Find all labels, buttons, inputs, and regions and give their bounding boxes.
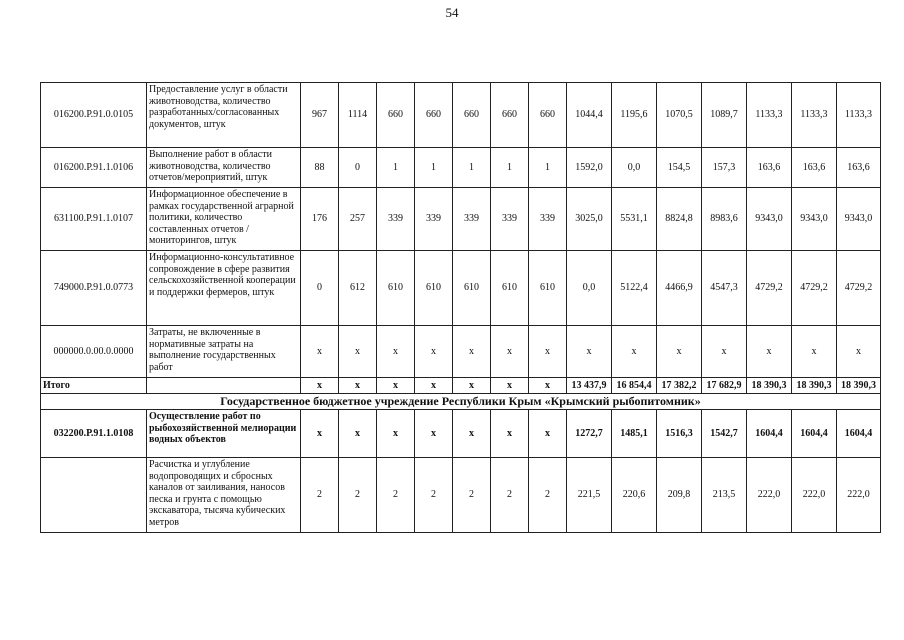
- cell: 0,0: [612, 148, 657, 188]
- cell: 4547,3: [702, 251, 747, 326]
- cell: 1070,5: [657, 83, 702, 148]
- cell: 1: [491, 148, 529, 188]
- cell: x: [491, 410, 529, 458]
- cell: x: [339, 326, 377, 378]
- cell: 0,0: [567, 251, 612, 326]
- cell: 5531,1: [612, 188, 657, 251]
- cell: 1485,1: [612, 410, 657, 458]
- cell: 220,6: [612, 458, 657, 533]
- cell: 1604,4: [837, 410, 881, 458]
- cell: x: [529, 410, 567, 458]
- cell: 163,6: [747, 148, 792, 188]
- cell: 2: [377, 458, 415, 533]
- page-number: 54: [445, 5, 459, 20]
- cell: [147, 378, 301, 394]
- table-row: [41, 251, 881, 326]
- table-row: [41, 326, 881, 378]
- cell: 1044,4: [567, 83, 612, 148]
- cell: x: [702, 326, 747, 378]
- cell: 1: [377, 148, 415, 188]
- cell: x: [377, 378, 415, 394]
- cell: 3025,0: [567, 188, 612, 251]
- cell: 221,5: [567, 458, 612, 533]
- cell: 1195,6: [612, 83, 657, 148]
- row-code: 000000.0.00.0.0000: [41, 326, 147, 378]
- section-row: [41, 394, 881, 410]
- cell: x: [453, 410, 491, 458]
- table-row: [41, 410, 881, 458]
- cell: x: [453, 326, 491, 378]
- cell: x: [415, 410, 453, 458]
- cell: 1: [415, 148, 453, 188]
- cell: 2: [529, 458, 567, 533]
- cell: 1604,4: [747, 410, 792, 458]
- cell: 5122,4: [612, 251, 657, 326]
- total-label: Итого: [41, 378, 147, 394]
- cell: 610: [415, 251, 453, 326]
- row-name: Осуществление работ по рыбохозяйственной мелиорации водных объектов: [147, 410, 301, 458]
- cell: x: [491, 326, 529, 378]
- cell: x: [529, 326, 567, 378]
- cell: 9343,0: [837, 188, 881, 251]
- cell: 163,6: [792, 148, 837, 188]
- cell: x: [612, 326, 657, 378]
- cell: 222,0: [747, 458, 792, 533]
- cell: 610: [529, 251, 567, 326]
- row-code: 749000.Р.91.0.0773: [41, 251, 147, 326]
- cell: 1542,7: [702, 410, 747, 458]
- cell: 1: [453, 148, 491, 188]
- cell: 17 382,2: [657, 378, 702, 394]
- cell: 154,5: [657, 148, 702, 188]
- cell: 339: [415, 188, 453, 251]
- cell: 4729,2: [747, 251, 792, 326]
- cell: 8983,6: [702, 188, 747, 251]
- cell: 967: [301, 83, 339, 148]
- cell: 0: [339, 148, 377, 188]
- cell: 257: [339, 188, 377, 251]
- row-name: Расчистка и углубление водопроводящих и сбросных каналов от заиливания, наносов песка и грунта с помощью экскаватора, тысяча кубических метров: [147, 458, 301, 533]
- cell: x: [377, 326, 415, 378]
- cell: 610: [453, 251, 491, 326]
- row-name: Информационное обеспечение в рамках государственной аграрной политики, количество составленных отчетов / мониторингов, штук: [147, 188, 301, 251]
- cell: 339: [491, 188, 529, 251]
- cell: 2: [415, 458, 453, 533]
- table-row: [41, 188, 881, 251]
- cell: 4729,2: [837, 251, 881, 326]
- cell: x: [453, 378, 491, 394]
- cell: 0: [301, 251, 339, 326]
- cell: 339: [453, 188, 491, 251]
- row-name: Информационно-консультативное сопровождение в сфере развития сельскохозяйственной кооперации и поддержки фермеров, штук: [147, 251, 301, 326]
- cell: 1133,3: [837, 83, 881, 148]
- cell: 339: [377, 188, 415, 251]
- cell: x: [567, 326, 612, 378]
- cell: 18 390,3: [747, 378, 792, 394]
- cell: 1089,7: [702, 83, 747, 148]
- cell: 176: [301, 188, 339, 251]
- cell: 222,0: [792, 458, 837, 533]
- row-code: 032200.Р.91.1.0108: [41, 410, 147, 458]
- cell: x: [747, 326, 792, 378]
- cell: 222,0: [837, 458, 881, 533]
- row-name: Предоставление услуг в области животноводства, количество разработанных/согласованных документов, штук: [147, 83, 301, 148]
- cell: 660: [529, 83, 567, 148]
- cell: 13 437,9: [567, 378, 612, 394]
- cell: 2: [453, 458, 491, 533]
- cell: 163,6: [837, 148, 881, 188]
- row-name: Затраты, не включенные в нормативные затраты на выполнение государственных работ: [147, 326, 301, 378]
- cell: 18 390,3: [837, 378, 881, 394]
- cell: 610: [491, 251, 529, 326]
- cell: 1133,3: [792, 83, 837, 148]
- row-code: [41, 458, 147, 533]
- cell: 2: [339, 458, 377, 533]
- total-row: [41, 378, 881, 394]
- cell: 660: [453, 83, 491, 148]
- row-code: 016200.Р.91.0.0105: [41, 83, 147, 148]
- cell: 9343,0: [747, 188, 792, 251]
- cell: x: [529, 378, 567, 394]
- cell: 9343,0: [792, 188, 837, 251]
- cell: x: [377, 410, 415, 458]
- row-name: Выполнение работ в области животноводства, количество отчетов/мероприятий, штук: [147, 148, 301, 188]
- cell: 18 390,3: [792, 378, 837, 394]
- cell: 157,3: [702, 148, 747, 188]
- table-row: [41, 148, 881, 188]
- cell: 612: [339, 251, 377, 326]
- budget-table: [40, 82, 881, 533]
- cell: 1133,3: [747, 83, 792, 148]
- cell: x: [837, 326, 881, 378]
- cell: 4729,2: [792, 251, 837, 326]
- cell: 213,5: [702, 458, 747, 533]
- cell: x: [491, 378, 529, 394]
- cell: 1604,4: [792, 410, 837, 458]
- cell: 1272,7: [567, 410, 612, 458]
- cell: 16 854,4: [612, 378, 657, 394]
- cell: x: [339, 378, 377, 394]
- cell: x: [792, 326, 837, 378]
- cell: 209,8: [657, 458, 702, 533]
- section-title: Государственное бюджетное учреждение Республики Крым «Крымский рыбопитомник»: [41, 394, 881, 410]
- cell: 1114: [339, 83, 377, 148]
- row-code: 016200.Р.91.1.0106: [41, 148, 147, 188]
- cell: 8824,8: [657, 188, 702, 251]
- cell: x: [301, 378, 339, 394]
- cell: x: [657, 326, 702, 378]
- table-row: [41, 83, 881, 148]
- cell: 660: [377, 83, 415, 148]
- cell: 660: [491, 83, 529, 148]
- cell: 4466,9: [657, 251, 702, 326]
- cell: 17 682,9: [702, 378, 747, 394]
- cell: 88: [301, 148, 339, 188]
- row-code: 631100.Р.91.1.0107: [41, 188, 147, 251]
- table-row: [41, 458, 881, 533]
- cell: 339: [529, 188, 567, 251]
- cell: 2: [301, 458, 339, 533]
- cell: x: [301, 410, 339, 458]
- cell: x: [301, 326, 339, 378]
- cell: x: [415, 378, 453, 394]
- cell: x: [415, 326, 453, 378]
- cell: 1592,0: [567, 148, 612, 188]
- cell: 660: [415, 83, 453, 148]
- cell: 1516,3: [657, 410, 702, 458]
- cell: x: [339, 410, 377, 458]
- cell: 610: [377, 251, 415, 326]
- cell: 2: [491, 458, 529, 533]
- cell: 1: [529, 148, 567, 188]
